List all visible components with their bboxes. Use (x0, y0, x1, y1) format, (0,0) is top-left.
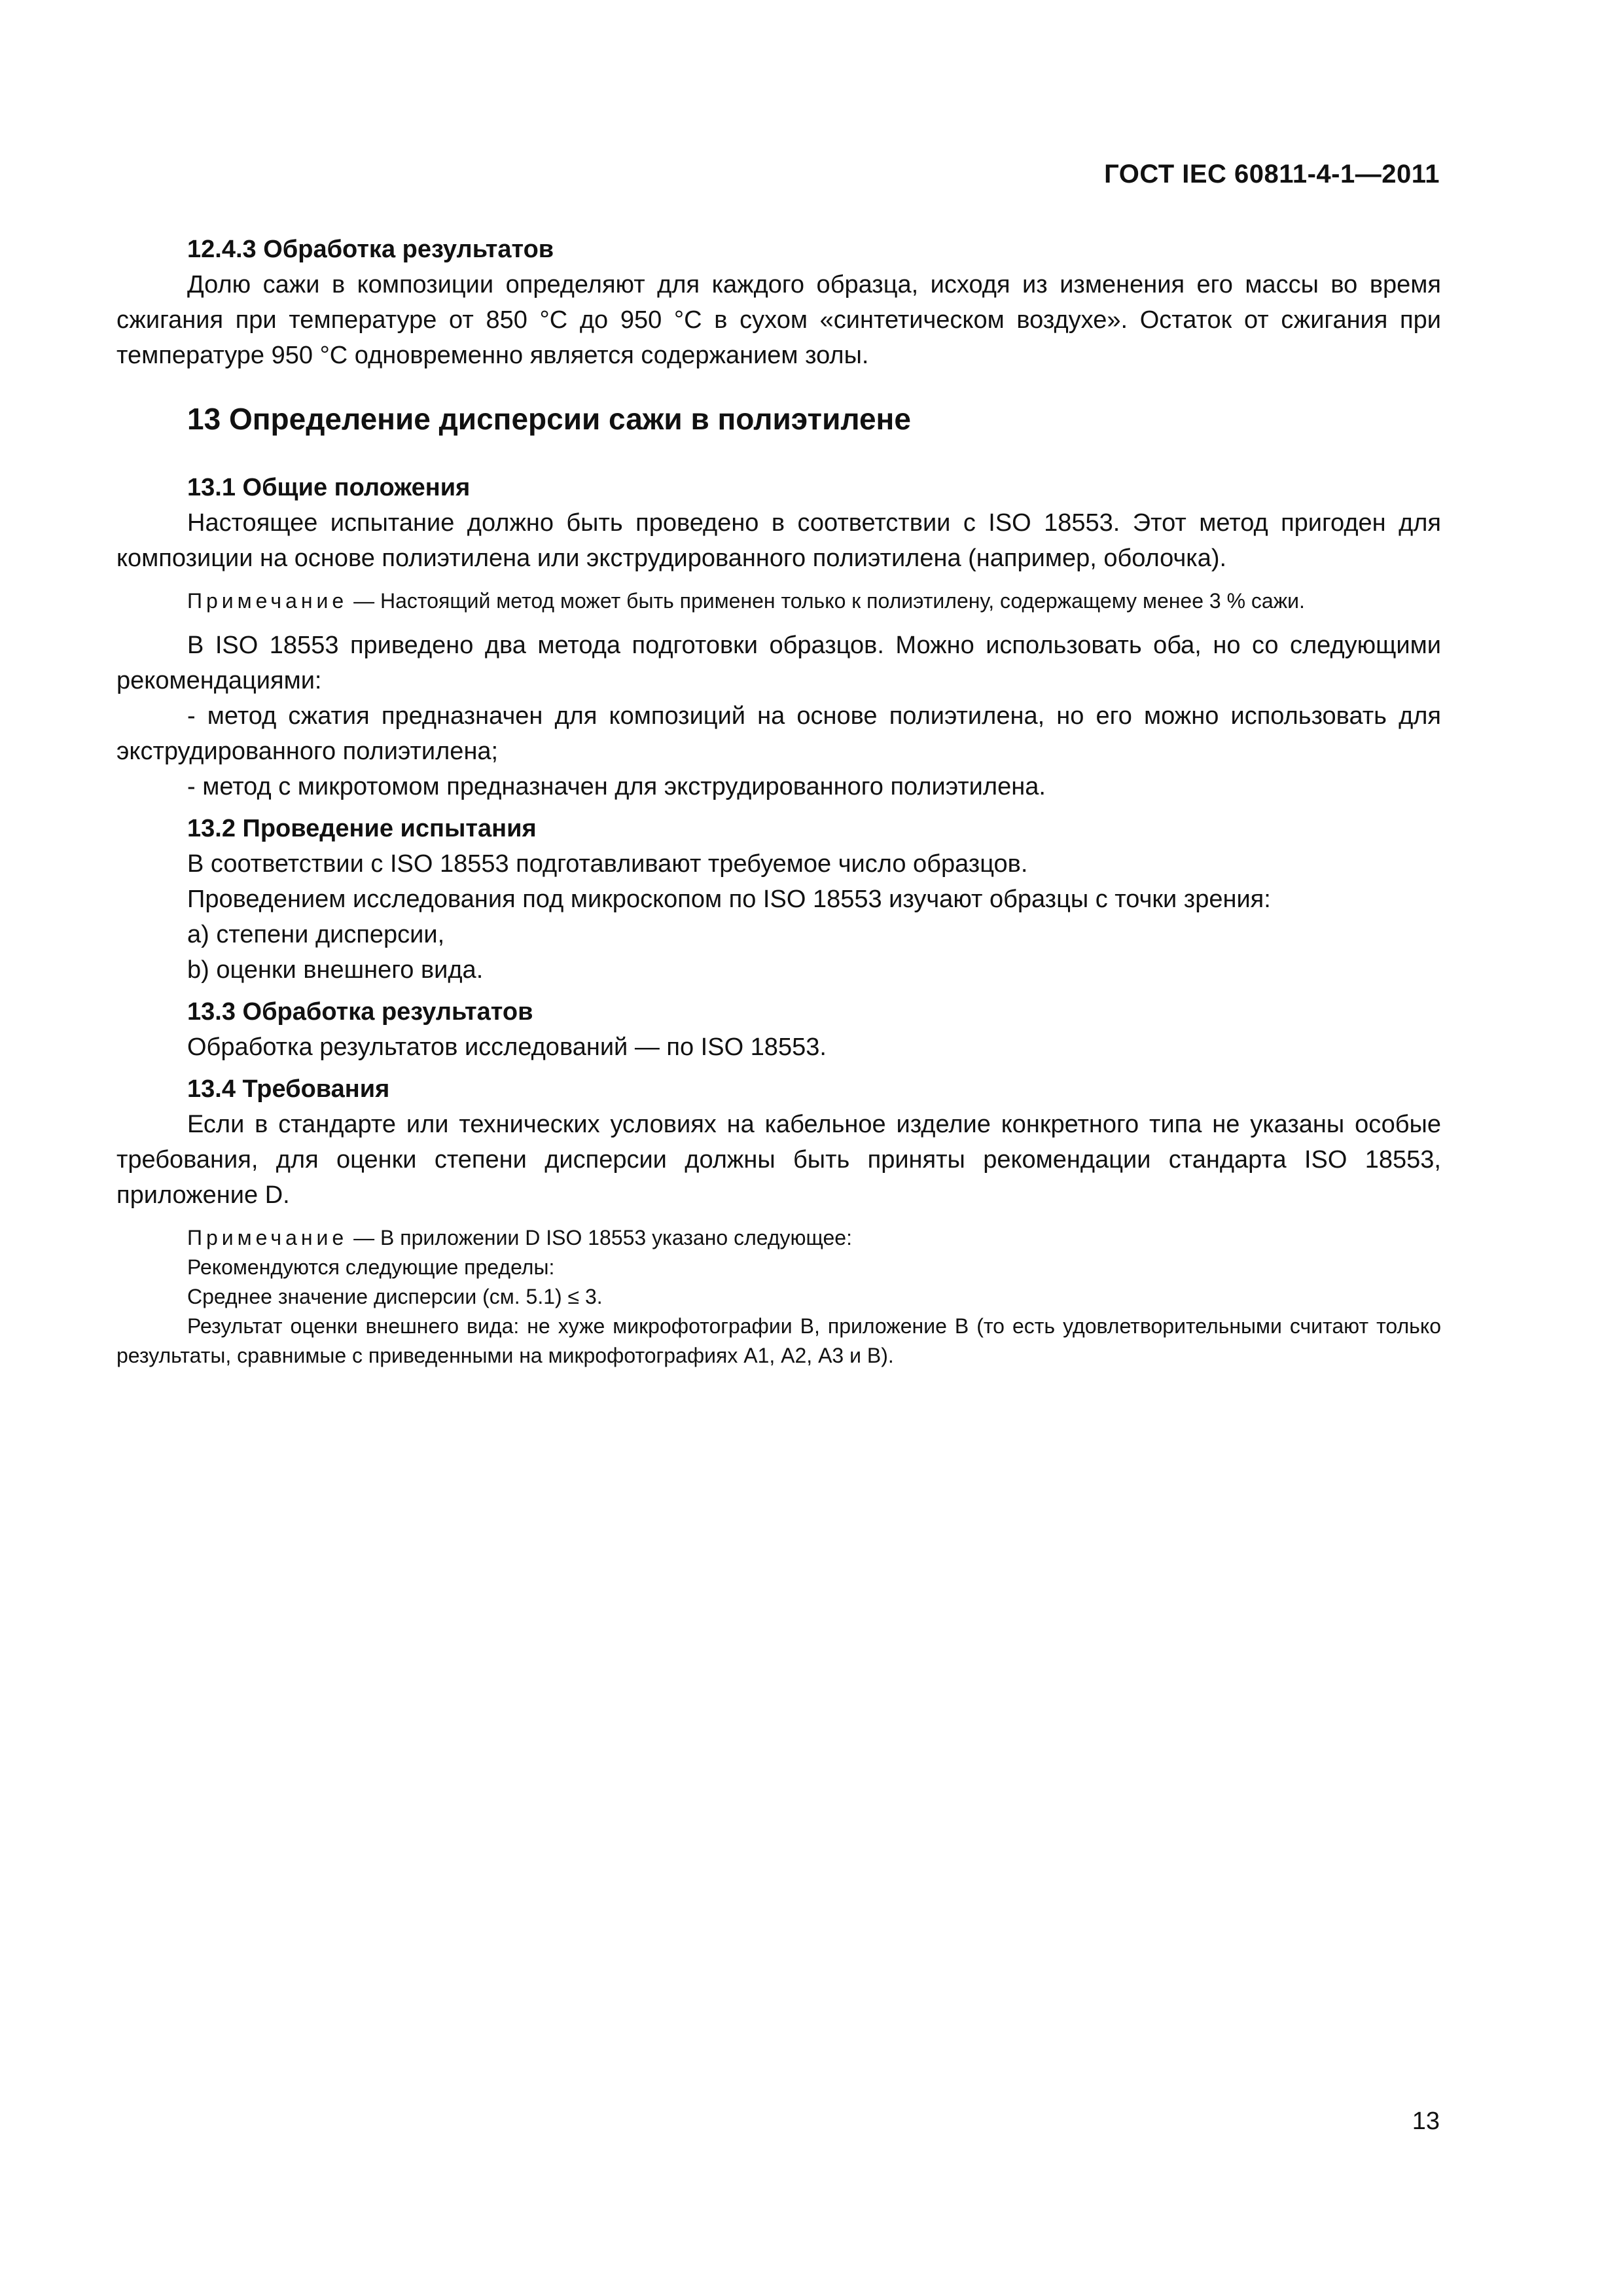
note-line: Результат оценки внешнего вида: не хуже микрофотографии В, приложение В (то есть удовлетворительными считают только результаты, сравнимые с приведенными на микрофотографиях А1, А2, А3 и В). (116, 1314, 1441, 1367)
subsection-13-1-para2: В ISO 18553 приведено два метода подготовки образцов. Можно использовать оба, но со следующими рекомендациями: (116, 632, 1441, 694)
section-13-title: 13 Определение дисперсии сажи в полиэтилене (187, 402, 911, 436)
subsection-13-2-para2: Проведением исследования под микроскопом по ISO 18553 изучают образцы с точки зрения: (187, 886, 1271, 913)
subsection-13-2-para1: В соответствии с ISO 18553 подготавливают требуемое число образцов. (187, 850, 1028, 878)
subsection-12-4-3-title: 12.4.3 Обработка результатов (187, 236, 554, 263)
list-item: а) степени дисперсии, (187, 921, 445, 948)
note-label: Примечание (187, 589, 348, 613)
note-label: Примечание (187, 1226, 348, 1249)
note-line: Рекомендуются следующие пределы: (187, 1255, 555, 1279)
page-number: 13 (1412, 2108, 1440, 2135)
subsection-13-4-title: 13.4 Требования (187, 1075, 390, 1103)
subsection-12-4-3-text: Долю сажи в композиции определяют для каждого образца, исходя из изменения его массы во время сжигания при температуре от 850 °С до 950 °С в сухом «синтетическом воздухе». Остаток от сжигания при температуре 950 °С одновременно является содержанием золы. (116, 271, 1441, 369)
note-line: Среднее значение дисперсии (см. 5.1) ≤ 3. (187, 1285, 603, 1308)
list-item: - метод сжатия предназначен для композиций на основе полиэтилена, но его можно использовать для экструдированного полиэтилена; (116, 702, 1441, 765)
page-content (116, 232, 1441, 1371)
document-code: ГОСТ IEC 60811-4-1—2011 (1104, 160, 1440, 188)
note-13-4 (116, 1223, 1441, 1253)
subsection-13-1-para1: Настоящее испытание должно быть проведено в соответствии с ISO 18553. Этот метод пригоден для композиции на основе полиэтилена или экструдированного полиэтилена (например, оболочка). (116, 509, 1441, 572)
subsection-13-3-title: 13.3 Обработка результатов (187, 998, 533, 1026)
subsection-13-2-title: 13.2 Проведение испытания (187, 815, 537, 842)
note-text: — В приложении D ISO 18553 указано следующее: (348, 1226, 852, 1249)
subsection-13-4-para1: Если в стандарте или технических условиях на кабельное изделие конкретного типа не указаны особые требования, для оценки степени дисперсии должны быть приняты рекомендации стандарта ISO 18553, приложение D. (116, 1111, 1441, 1209)
subsection-13-3-para1: Обработка результатов исследований — по ISO 18553. (187, 1033, 827, 1061)
list-item: - метод с микротомом предназначен для экструдированного полиэтилена. (187, 773, 1046, 800)
note-13-1 (116, 586, 1441, 616)
subsection-13-1-title: 13.1 Общие положения (187, 474, 471, 501)
list-item: b) оценки внешнего вида. (187, 956, 484, 984)
note-text: — Настоящий метод может быть применен только к полиэтилену, содержащему менее 3 % сажи. (348, 589, 1305, 613)
